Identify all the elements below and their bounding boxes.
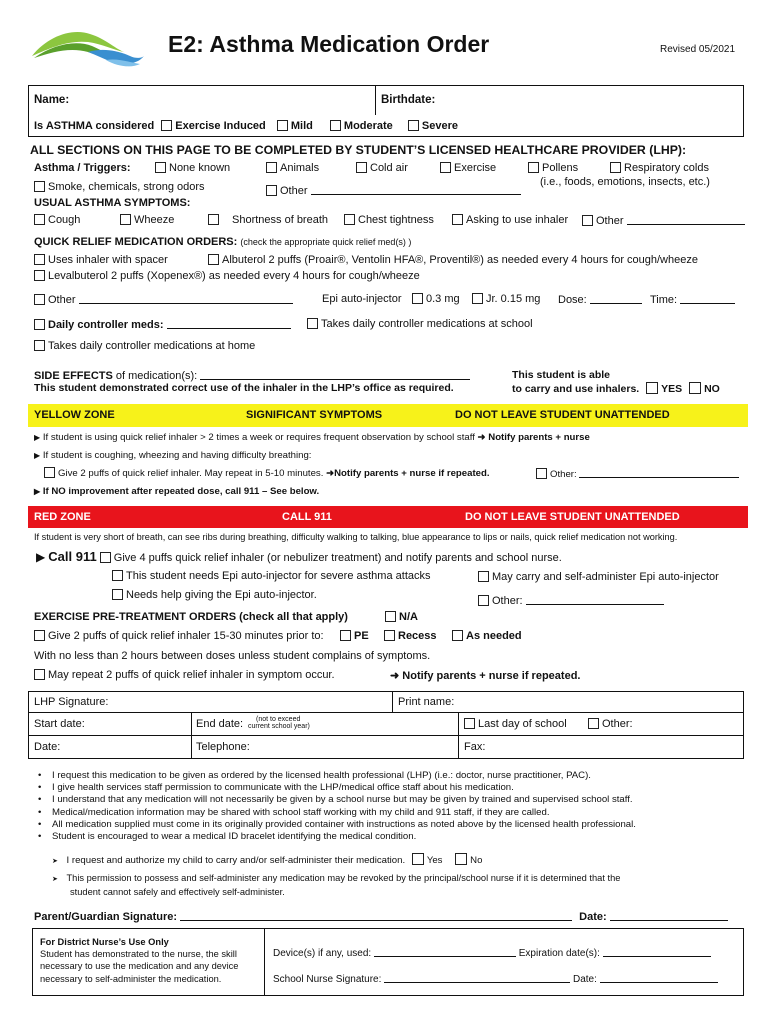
- qr-other-checkbox[interactable]: [34, 294, 45, 305]
- start-date-label: Start date:: [34, 718, 85, 730]
- cold-air-checkbox[interactable]: [356, 162, 367, 173]
- nurse-box-divider: [264, 928, 265, 996]
- able-no-checkbox[interactable]: [689, 382, 701, 394]
- side-effects-label: SIDE EFFECTS: [34, 370, 113, 382]
- trigger-other-checkbox[interactable]: [266, 185, 277, 196]
- consent-item: • I request this medication to be given as ordered by the licensed health professional (LHP) (i.e.: doctor, nurse practitioner, PAC).: [34, 770, 636, 782]
- cold-air-label: Cold air: [370, 162, 408, 174]
- shortness-checkbox[interactable]: [208, 214, 219, 225]
- end-date-field[interactable]: [320, 714, 454, 733]
- symptom-other-label: Other: [596, 215, 624, 227]
- red-carry-epi: [478, 571, 719, 583]
- animals-label: Animals: [280, 162, 320, 174]
- print-name-field[interactable]: [460, 693, 740, 710]
- lhp-heading: ALL SECTIONS ON THIS PAGE TO BE COMPLETED BY STUDENT’S LICENSED HEALTHCARE PROVIDER (LHP):: [30, 143, 687, 157]
- start-date-field[interactable]: [95, 714, 185, 733]
- exercise-notify-text: Notify parents + nurse if repeated.: [402, 670, 581, 682]
- respiratory-colds-checkbox[interactable]: [610, 162, 621, 173]
- mild-checkbox[interactable]: [277, 120, 288, 131]
- chest-tightness-checkbox[interactable]: [344, 214, 355, 225]
- dose-field[interactable]: [590, 293, 642, 304]
- triangle-icon: ▶: [34, 433, 41, 442]
- parent-signature-field[interactable]: [180, 910, 572, 921]
- dose-015-checkbox[interactable]: [472, 293, 483, 304]
- nurse-date-field[interactable]: [600, 972, 718, 983]
- nurse-text-block: [40, 936, 238, 985]
- wheeze-checkbox[interactable]: [120, 214, 131, 225]
- moderate-label: Moderate: [343, 120, 393, 132]
- nurse-date-label: Date:: [572, 974, 597, 985]
- sig-col-divider1: [392, 691, 393, 712]
- not-exceed-line1: (not to exceed: [256, 716, 301, 723]
- parent-signature-row: [34, 910, 728, 923]
- exercise-recess: [384, 630, 437, 642]
- consent-item: • Student is encouraged to wear a medical ID bracelet identifying the medical condition.: [34, 831, 636, 843]
- yellow-other-label: Other:: [550, 469, 577, 480]
- triggers-label: Asthma / Triggers:: [34, 162, 131, 174]
- end-other-row: [588, 718, 633, 730]
- none-known-label: None known: [169, 162, 231, 174]
- yellow-zone-warning: DO NOT LEAVE STUDENT UNATTENDED: [455, 409, 670, 421]
- district-logo: [28, 22, 146, 71]
- daily-controller-field[interactable]: [167, 318, 291, 329]
- dose-03-checkbox[interactable]: [412, 293, 423, 304]
- yellow-give2: [44, 467, 490, 479]
- trigger-exercise: [440, 162, 496, 174]
- authorize-no-checkbox[interactable]: [455, 853, 467, 865]
- exercise-heading: EXERCISE PRE-TREATMENT ORDERS (check all that apply): [34, 611, 348, 623]
- shortness-label: Shortness of breath: [232, 214, 329, 226]
- last-day-label: Last day of school: [478, 718, 567, 730]
- give4-checkbox[interactable]: [100, 552, 111, 563]
- pollens-checkbox[interactable]: [528, 162, 539, 173]
- able-no-label: NO: [704, 383, 720, 395]
- trigger-other: [266, 184, 521, 197]
- last-day-row: [464, 718, 567, 730]
- smoke-label: Smoke, chemicals, strong odors: [48, 181, 205, 193]
- exercise-induced-label: Exercise Induced: [175, 120, 266, 132]
- last-day-checkbox[interactable]: [464, 718, 475, 729]
- mild-label: Mild: [290, 120, 313, 132]
- exercise-repeat: [34, 669, 335, 681]
- birthdate-label: Birthdate:: [381, 94, 436, 106]
- as-needed-label: As needed: [466, 630, 522, 642]
- expiration-label: Expiration date(s):: [518, 948, 600, 959]
- side-effects-of-label: of medication(s):: [115, 370, 198, 382]
- nurse-signature-field[interactable]: [384, 972, 570, 983]
- as-needed-checkbox[interactable]: [452, 630, 463, 641]
- needs-epi-checkbox[interactable]: [112, 570, 123, 581]
- nurse-box-text3: necessary to self-administer the medication.: [40, 973, 222, 984]
- red-other: [478, 594, 664, 607]
- end-date-label: End date:: [196, 718, 244, 730]
- red-other-field[interactable]: [526, 594, 664, 605]
- form-title: E2: Asthma Medication Order: [168, 31, 490, 57]
- date-label: Date:: [34, 741, 61, 753]
- yellow-give2-checkbox[interactable]: [44, 467, 55, 478]
- qr-dose-field: [558, 293, 642, 306]
- devices-label: Device(s) if any, used:: [273, 948, 372, 959]
- none-known-checkbox[interactable]: [155, 162, 166, 173]
- dose-03-label: 0.3 mg: [426, 293, 460, 305]
- side-effects-row: [34, 369, 470, 382]
- yellow-other: [536, 467, 739, 480]
- exercise-notify: [390, 669, 580, 682]
- qr-other-label: Other: [48, 294, 76, 306]
- sig-row-divider2: [28, 735, 744, 736]
- able-yes-checkbox[interactable]: [646, 382, 658, 394]
- triggers-ie-note: (i.e., foods, emotions, insects, etc.): [540, 176, 710, 188]
- qr-albuterol: [208, 254, 698, 266]
- revoke-line2: student cannot safely and effectively self-administer.: [70, 887, 285, 897]
- red-help-epi: [112, 589, 317, 601]
- trigger-pollens: [528, 162, 578, 174]
- quick-relief-heading: [34, 236, 411, 248]
- able-line1: This student is able: [512, 369, 611, 381]
- yellow-zone-label: YELLOW ZONE: [34, 409, 115, 421]
- birthdate-field[interactable]: [445, 90, 735, 110]
- print-name-label: Print name:: [398, 696, 455, 708]
- arrow-bullet-icon: ➤: [52, 876, 58, 883]
- exercise-give2: [34, 630, 324, 642]
- exercise-give2-checkbox[interactable]: [34, 630, 45, 641]
- authorize-yes-checkbox[interactable]: [412, 853, 424, 865]
- cough-checkbox[interactable]: [34, 214, 45, 225]
- dose-015-label: Jr. 0.15 mg: [486, 293, 541, 305]
- pollens-label: Pollens: [542, 162, 579, 174]
- arrow-bullet-icon: ➤: [52, 858, 58, 865]
- smoke-checkbox[interactable]: [34, 181, 45, 192]
- yellow-other-field[interactable]: [579, 467, 739, 478]
- chest-tightness-label: Chest tightness: [358, 214, 434, 226]
- animals-checkbox[interactable]: [266, 162, 277, 173]
- exercise-checkbox[interactable]: [440, 162, 451, 173]
- asthma-considered-label: Is ASTHMA considered: [34, 120, 155, 132]
- not-exceed-line2: current school year): [248, 723, 310, 730]
- yellow-line1: [34, 432, 590, 443]
- quick-relief-label: QUICK RELIEF MEDICATION ORDERS:: [34, 236, 238, 248]
- pe-label: PE: [354, 630, 369, 642]
- nurse-box-text1: Student has demonstrated to the nurse, the skill: [40, 949, 237, 960]
- authorize-no-label: No: [470, 855, 483, 866]
- play-icon: ▶: [36, 550, 46, 564]
- qr-dose2: [472, 293, 540, 305]
- arrow-icon: ➜: [477, 432, 486, 443]
- yellow-notify-repeated: Notify parents + nurse if repeated.: [334, 468, 490, 479]
- pe-checkbox[interactable]: [340, 630, 351, 641]
- fax-label: Fax:: [464, 741, 486, 753]
- at-home-label: Takes daily controller medications at home: [48, 340, 256, 352]
- qr-time-field: [650, 293, 735, 306]
- nurse-signature-label: School Nurse Signature:: [273, 974, 382, 985]
- time-field[interactable]: [680, 293, 735, 304]
- authorize-text: I request and authorize my child to carry and/or self-administer their medication.: [66, 855, 406, 866]
- recess-label: Recess: [398, 630, 437, 642]
- quick-relief-note: (check the appropriate quick relief med(s) ): [240, 237, 412, 247]
- exercise-give2-text: Give 2 puffs of quick relief inhaler 15-30 minutes prior to:: [48, 630, 324, 642]
- telephone-label: Telephone:: [196, 741, 250, 753]
- name-label: Name:: [34, 94, 70, 106]
- na-label: N/A: [399, 611, 418, 623]
- yellow-zone-symptoms: SIGNIFICANT SYMPTOMS: [246, 409, 383, 421]
- qr-epi-label: Epi auto-injector: [322, 293, 402, 305]
- carry-epi-checkbox[interactable]: [478, 571, 489, 582]
- exercise-na: [385, 611, 418, 623]
- end-other-label: Other:: [602, 718, 633, 730]
- at-home-checkbox[interactable]: [34, 340, 45, 351]
- arrow-icon: ➜: [326, 468, 335, 479]
- severity-row: [34, 120, 458, 132]
- triangle-icon: ▶: [34, 451, 41, 460]
- controller-meds: [34, 318, 291, 331]
- exercise-no-less: With no less than 2 hours between doses unless student complains of symptoms.: [34, 650, 431, 662]
- nurse-box-text2: necessary to use the medication and any device: [40, 961, 239, 972]
- consent-item: • I understand that any medication will not necessarily be given by a school nurse but may be given by trained and supervised school staff.: [34, 794, 636, 806]
- revised-date: Revised 05/2021: [660, 44, 736, 55]
- name-field[interactable]: [78, 90, 368, 110]
- exercise-pe: [340, 630, 369, 642]
- devices-row: [273, 946, 711, 959]
- daily-controller-label: Daily controller meds:: [48, 319, 164, 331]
- levalbuterol-checkbox[interactable]: [34, 270, 45, 281]
- severe-label: Severe: [421, 120, 458, 132]
- nurse-signature-row: [273, 972, 718, 985]
- na-checkbox[interactable]: [385, 611, 396, 622]
- exercise-induced-checkbox[interactable]: [161, 120, 172, 131]
- red-other-label: Other:: [492, 595, 523, 607]
- help-epi-checkbox[interactable]: [112, 589, 123, 600]
- controller-at-school: [307, 318, 533, 330]
- triangle-icon: ▶: [34, 487, 41, 496]
- trigger-none-known: [155, 162, 230, 174]
- qr-dose1: [412, 293, 460, 305]
- sig-col-divider2: [191, 712, 192, 759]
- yellow-no-improvement: [34, 486, 319, 497]
- asking-inhaler-label: Asking to use inhaler: [466, 214, 569, 226]
- symptoms-label: USUAL ASTHMA SYMPTOMS:: [34, 197, 191, 209]
- controller-at-home: [34, 340, 255, 352]
- name-divider: [375, 85, 376, 115]
- consent-item: • Medical/medication information may be shared with school staff working with my child and 911 staff, if they are called.: [34, 807, 636, 819]
- red-zone-call: CALL 911: [282, 511, 332, 523]
- trigger-respiratory-colds: [610, 162, 709, 174]
- consent-item: • I give health services staff permission to communicate with the LHP/medical office staff about his medication.: [34, 782, 636, 794]
- asking-inhaler-checkbox[interactable]: [452, 214, 463, 225]
- trigger-animals: [266, 162, 319, 174]
- consent-list: [34, 770, 636, 843]
- devices-field[interactable]: [374, 946, 516, 957]
- needs-epi-text: This student needs Epi auto-injector for severe asthma attacks: [126, 570, 431, 582]
- lhp-signature-label: LHP Signature:: [34, 696, 109, 708]
- dose-label: Dose:: [558, 294, 587, 306]
- qr-other-field[interactable]: [79, 293, 293, 304]
- end-other-checkbox[interactable]: [588, 718, 599, 729]
- wheeze-label: Wheeze: [134, 214, 175, 226]
- carry-epi-text: May carry and self-administer Epi auto-injector: [492, 571, 719, 583]
- side-effects-field[interactable]: [200, 369, 470, 380]
- qr-spacer: [34, 254, 168, 266]
- albuterol-checkbox[interactable]: [208, 254, 219, 265]
- red-needs-epi: [112, 570, 431, 582]
- repeat-checkbox[interactable]: [34, 669, 45, 680]
- exercise-as-needed: [452, 630, 522, 642]
- parent-signature-label: Parent/Guardian Signature:: [34, 911, 178, 923]
- sig-col-divider3: [458, 712, 459, 759]
- respiratory-colds-label: Respiratory colds: [624, 162, 709, 174]
- call911-text: Call 911: [48, 549, 97, 564]
- trigger-smoke: [34, 181, 205, 193]
- recess-checkbox[interactable]: [384, 630, 395, 641]
- revoke-line1: This permission to possess and self-administer any medication may be revoked by the principal/school nurse if it is determined that the: [66, 873, 621, 883]
- parent-date-label: Date:: [579, 911, 607, 923]
- able-line2: [512, 382, 720, 395]
- red-zone-label: RED ZONE: [34, 511, 91, 523]
- moderate-checkbox[interactable]: [330, 120, 341, 131]
- daily-controller-checkbox[interactable]: [34, 319, 45, 330]
- yellow-other-checkbox[interactable]: [536, 468, 547, 479]
- not-exceed-note: [248, 716, 310, 730]
- trigger-other-field[interactable]: [311, 184, 521, 195]
- yellow-line1-text: If student is using quick relief inhaler > 2 times a week or requires frequent observation by school staff: [42, 432, 475, 443]
- yellow-line2-text: If student is coughing, wheezing and having difficulty breathing:: [42, 450, 312, 461]
- time-label: Time:: [650, 294, 678, 306]
- arrow-icon: ➜: [390, 670, 400, 682]
- albuterol-label: Albuterol 2 puffs (Proair®, Ventolin HFA®, Proventil®) as needed every 4 hours for cough/wheeze: [222, 254, 698, 266]
- spacer-label: Uses inhaler with spacer: [48, 254, 168, 266]
- sig-row-divider1: [28, 712, 744, 713]
- qr-levalbuterol: [34, 270, 420, 282]
- trigger-other-label: Other: [280, 185, 308, 197]
- demonstrated-text: This student demonstrated correct use of the inhaler in the LHP’s office as required.: [34, 382, 454, 394]
- authorize-row: [52, 853, 482, 866]
- at-school-label: Takes daily controller medications at school: [321, 318, 533, 330]
- red-call911-row: [36, 549, 562, 564]
- yellow-notify-text: Notify parents + nurse: [488, 432, 590, 443]
- lhp-signature-field[interactable]: [115, 693, 385, 710]
- spacer-checkbox[interactable]: [34, 254, 45, 265]
- no-improvement-text: If NO improvement after repeated dose, call 911 – See below.: [42, 486, 320, 497]
- red-short-breath: If student is very short of breath, can see ribs during breathing, difficulty walking to talking, blue appearance to lips or nails, quick relief medication not working.: [34, 532, 678, 542]
- red-other-checkbox[interactable]: [478, 595, 489, 606]
- expiration-field[interactable]: [603, 946, 711, 957]
- red-zone-warning: DO NOT LEAVE STUDENT UNATTENDED: [465, 511, 680, 523]
- severe-checkbox[interactable]: [408, 120, 419, 131]
- levalbuterol-label: Levalbuterol 2 puffs (Xopenex®) as needed every 4 hours for cough/wheeze: [48, 270, 420, 282]
- help-epi-text: Needs help giving the Epi auto-injector.: [126, 589, 317, 601]
- qr-other: [34, 293, 293, 306]
- exercise-label: Exercise: [454, 162, 497, 174]
- able-line2-text: to carry and use inhalers.: [512, 383, 640, 395]
- cough-label: Cough: [48, 214, 81, 226]
- authorize-yes-label: Yes: [426, 855, 443, 866]
- symptom-other-field[interactable]: [627, 214, 745, 225]
- yellow-give2-text: Give 2 puffs of quick relief inhaler. May repeat in 5-10 minutes.: [58, 468, 324, 479]
- give4-text: Give 4 puffs quick relief inhaler (or nebulizer treatment) and notify parents and school nurse.: [113, 552, 562, 564]
- at-school-checkbox[interactable]: [307, 318, 318, 329]
- able-yes-label: YES: [661, 383, 683, 395]
- repeat-text: May repeat 2 puffs of quick relief inhaler in symptom occur.: [48, 669, 335, 681]
- symptom-other-checkbox[interactable]: [582, 215, 593, 226]
- trigger-cold-air: [356, 162, 408, 174]
- consent-item: • All medication supplied must come in its originally provided container with instructions as noted above by the licensed health professional.: [34, 819, 636, 831]
- nurse-box-title: For District Nurse’s Use Only: [40, 937, 169, 947]
- yellow-line2: [34, 450, 311, 461]
- revoke-text: [52, 872, 620, 898]
- parent-date-field[interactable]: [610, 910, 728, 921]
